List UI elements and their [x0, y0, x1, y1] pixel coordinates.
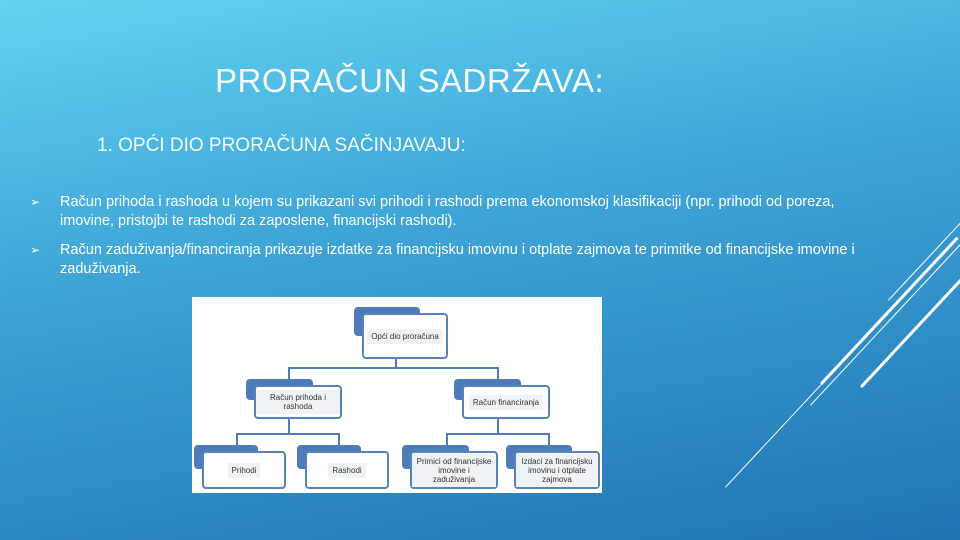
- node-root: Opći dio proračuna: [362, 313, 448, 359]
- slide-title: PRORAČUN SADRŽAVA:: [215, 62, 605, 99]
- org-chart-diagram: [192, 297, 602, 493]
- node-leaf: Rashodi: [305, 451, 389, 489]
- node-right: Račun financiranja: [462, 385, 550, 419]
- arrow-bullet-icon: ➢: [30, 243, 41, 257]
- node-leaf: Izdaci za financijsku imovinu i otplate zajmova: [514, 451, 600, 489]
- bullet-text: Račun zaduživanja/financiranja prikazuje izdatke za financijsku imovinu i otplate zajmova te primitke od financijske imovine i zaduživanja.: [60, 242, 855, 277]
- bullet-item: [30, 241, 890, 279]
- node-leaf: Prihodi: [202, 451, 286, 489]
- slide-subtitle: 1. OPĆI DIO PRORAČUNA SAČINJAVAJU:: [97, 135, 466, 156]
- node-leaf: Primici od financijske imovine i zaduživanja: [410, 451, 498, 489]
- arrow-bullet-icon: ➢: [30, 195, 41, 209]
- bullet-text: Račun prihoda i rashoda u kojem su prikazani svi prihodi i rashodi prema ekonomskoj klasifikaciji (npr. prihodi od poreza, imovine, pristojbi te rashodi za zaposlene, financijski rashodi).: [60, 194, 835, 229]
- bullet-item: [30, 193, 890, 231]
- node-left: Račun prihoda i rashoda: [254, 385, 342, 419]
